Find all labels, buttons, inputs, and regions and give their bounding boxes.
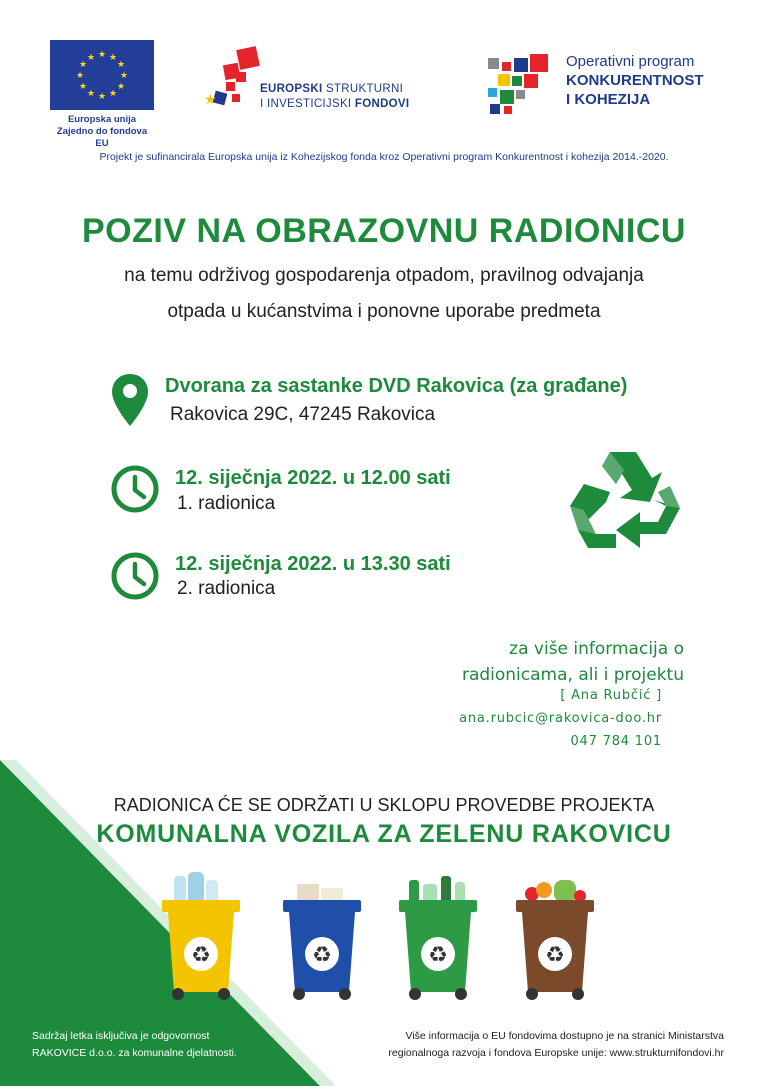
subtitle-line1: na temu održivog gospodarenja otpadom, pravilnog odvajanja [124, 265, 644, 286]
footer-left-line2: RAKOVICE d.o.o. za komunalne djelatnosti. [32, 1047, 237, 1059]
session1-label: 1. radionica [177, 493, 276, 514]
svg-text:★: ★ [97, 92, 107, 102]
session2-label: 2. radionica [177, 578, 276, 599]
eu-logo [50, 40, 154, 150]
svg-text:♻: ♻ [312, 943, 332, 968]
footer-disclaimer [32, 1028, 322, 1062]
contact-heading-line2: radionicama, ali i projektu [461, 665, 684, 685]
svg-text:★: ★ [204, 92, 217, 108]
footer-right-line2: regionalnoga razvoja i fondova Europske unije: www.strukturnifondovi.hr [388, 1047, 724, 1059]
svg-text:★: ★ [97, 50, 107, 60]
page-subtitle [40, 258, 728, 330]
eu-caption-line1: Europska unija [67, 114, 137, 125]
opkk-logo [486, 52, 726, 122]
footer-right-line1: Više informacija o EU fondovima dostupno je na stranici Ministarstva [405, 1030, 724, 1042]
session1-time: 12. siječnja 2022. u 12.00 sati [175, 467, 451, 489]
contact-heading-line1: za više informacija o [509, 639, 684, 659]
blue-bin-icon [281, 868, 363, 1002]
footer-left-line1: Sadržaj letka isključiva je odgovornost [32, 1030, 210, 1042]
esif-word-fondovi: FONDOVI [354, 98, 410, 110]
opkk-line3: I KOHEZIJA [566, 91, 651, 108]
project-funding-note: Projekt je sufinancirala Europska unija iz Kohezijskog fonda kroz Operativni program Konkurentnost i kohezija 2014.-2020. [99, 151, 669, 163]
svg-text:★: ★ [119, 71, 129, 81]
svg-text:★: ★ [116, 60, 126, 70]
esif-word-investicijski: I INVESTICIJSKI [260, 98, 355, 110]
svg-text:★: ★ [75, 71, 85, 81]
esif-logo [196, 46, 426, 118]
contact-name: [ Ana Rubčić ] [560, 688, 662, 703]
esif-word-strukturni: STRUKTURNI [322, 83, 404, 95]
project-intro: RADIONICA ĆE SE ODRŽATI U SKLOPU PROVEDBE PROJEKTA [113, 795, 655, 815]
esif-word-europski: EUROPSKI [260, 83, 323, 95]
svg-text:★: ★ [108, 89, 118, 99]
opkk-line2: KONKURENTNOST [566, 72, 704, 89]
location-name: Dvorana za sastanke DVD Rakovica (za građane) [165, 375, 628, 397]
contact-email[interactable]: ana.rubcic@rakovica-doo.hr [459, 711, 662, 726]
subtitle-line2: otpada u kućanstvima i ponovne uporabe predmeta [167, 301, 601, 322]
map-pin-icon [110, 372, 150, 428]
svg-text:★: ★ [116, 82, 126, 92]
recycle-icon [566, 444, 684, 558]
svg-text:♻: ♻ [428, 943, 448, 968]
esif-squares-icon [196, 46, 260, 118]
svg-text:★: ★ [86, 53, 96, 63]
eu-flag-icon [50, 40, 154, 110]
yellow-bin-icon [160, 868, 242, 1002]
svg-text:♻: ♻ [191, 943, 211, 968]
green-bin-icon [397, 868, 479, 1002]
page-title: POZIV NA OBRAZOVNU RADIONICU [82, 212, 686, 250]
eu-caption-line2: Zajedno do fondova EU [56, 126, 148, 149]
svg-text:★: ★ [78, 82, 88, 92]
footer-info [388, 1028, 724, 1062]
clock-icon [110, 464, 160, 514]
location-address: Rakovica 29C, 47245 Rakovica [170, 404, 436, 425]
clock-icon [110, 551, 160, 601]
svg-text:★: ★ [78, 60, 88, 70]
opkk-mosaic-icon [486, 52, 550, 116]
brown-bin-icon [514, 868, 596, 1002]
svg-text:★: ★ [108, 53, 118, 63]
svg-text:★: ★ [86, 89, 96, 99]
svg-text:♻: ♻ [545, 943, 565, 968]
contact-phone[interactable]: 047 784 101 [570, 734, 662, 749]
opkk-line1: Operativni program [566, 53, 695, 70]
project-name: KOMUNALNA VOZILA ZA ZELENU RAKOVICU [96, 820, 672, 848]
session2-time: 12. siječnja 2022. u 13.30 sati [175, 553, 451, 575]
contact-heading [462, 636, 684, 688]
